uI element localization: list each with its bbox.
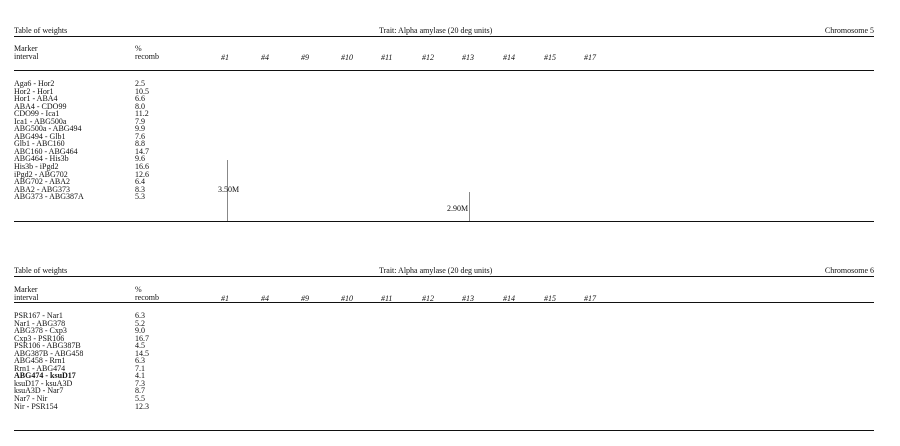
table-row: ABG387B - ABG458 14.5	[14, 348, 149, 358]
trait-col-13: #13	[462, 53, 474, 62]
table-header	[14, 266, 874, 276]
table-row: Nar7 - Nir 5.5	[14, 394, 145, 404]
marker-interval-header: Marker interval	[14, 285, 39, 302]
trait-col-13: #13	[462, 294, 474, 303]
table-row: ABG373 - ABG387A 5.3	[14, 192, 145, 202]
trait-col-17: #17	[584, 53, 596, 62]
table-row: Ica1 - ABG500a 7.9	[14, 116, 145, 126]
trait-col-1: #1	[221, 53, 229, 62]
marker-rows	[14, 80, 214, 201]
table-row: ABC160 - ABG464 14.7	[14, 146, 149, 156]
trait-col-12: #12	[422, 294, 434, 303]
table-row: ABG378 - Cxp3 9.0	[14, 326, 145, 336]
trait-title: Trait: Alpha amylase (20 deg units)	[379, 26, 493, 35]
trait-col-14: #14	[503, 53, 515, 62]
trait-col-1: #1	[221, 294, 229, 303]
table-bottom-rule	[14, 221, 874, 222]
table-row: Hor1 - ABA4 6.6	[14, 94, 145, 104]
table-row: ABG500a - ABG494 9.9	[14, 124, 145, 134]
chromosome-label: Chromosome 5	[824, 26, 874, 35]
table-row: iPgd2 - ABG702 12.6	[14, 169, 149, 179]
weights-table-chr6	[14, 265, 874, 440]
trait-col-15: #15	[544, 53, 556, 62]
marker-rows	[14, 312, 214, 410]
peak-marker-line	[469, 192, 470, 221]
table-title: Table of weights	[14, 26, 68, 35]
column-header-rule	[14, 302, 874, 303]
trait-col-4: #4	[261, 53, 269, 62]
table-row: His3b - iPgd2 16.6	[14, 162, 149, 172]
chromosome-label: Chromosome 6	[824, 266, 874, 275]
table-row: Rrn1 - ABG474 7.1	[14, 363, 145, 373]
table-row: Glb1 - ABC160 8.8	[14, 139, 145, 149]
recomb-header: % recomb	[135, 44, 159, 61]
trait-col-14: #14	[503, 294, 515, 303]
trait-col-17: #17	[584, 294, 596, 303]
table-row: CDO99 - Ica1 11.2	[14, 109, 149, 119]
table-row: ABG702 - ABA2 6.4	[14, 177, 145, 187]
table-row: ksuD17 - ksuA3D 7.3	[14, 378, 145, 388]
marker-interval-header: Marker interval	[14, 44, 39, 61]
peak-label: 3.50M	[218, 185, 240, 194]
trait-col-9: #9	[301, 294, 309, 303]
table-row: Aga6 - Hor2 2.5	[14, 79, 145, 88]
table-row: ABG458 - Rrn1 6.3	[14, 356, 145, 366]
header-rule	[14, 276, 874, 277]
trait-col-11: #11	[381, 294, 393, 303]
table-row: Cxp3 - PSR106 16.7	[14, 333, 149, 343]
table-row: ksuA3D - Nar7 8.7	[14, 386, 145, 396]
trait-col-9: #9	[301, 53, 309, 62]
table-row: Hor2 - Hor1 10.5	[14, 86, 149, 96]
table-row: Nir - PSR154 12.3	[14, 401, 149, 411]
trait-col-11: #11	[381, 53, 393, 62]
peak-label: 2.90M	[447, 204, 469, 213]
table-row: ABG494 - Glb1 7.6	[14, 131, 145, 141]
table-title: Table of weights	[14, 266, 68, 275]
table-row: ABA2 - ABG373 8.3	[14, 184, 145, 194]
weights-table-chr5	[14, 24, 874, 224]
table-header	[14, 26, 874, 36]
trait-col-10: #10	[341, 294, 353, 303]
table-row: Nar1 - ABG378 5.2	[14, 318, 145, 328]
recomb-header: % recomb	[135, 285, 159, 302]
trait-col-12: #12	[422, 53, 434, 62]
trait-col-15: #15	[544, 294, 556, 303]
table-row: ABG464 - His3b 9.6	[14, 154, 145, 164]
table-row: ABG474 - ksuD17 4.1	[14, 371, 145, 381]
trait-title: Trait: Alpha amylase (20 deg units)	[379, 266, 493, 275]
table-row: ABA4 - CDO99 8.0	[14, 101, 145, 111]
trait-col-4: #4	[261, 294, 269, 303]
table-row: PSR106 - ABG387B 4.5	[14, 341, 145, 351]
trait-col-10: #10	[341, 53, 353, 62]
column-header-rule	[14, 70, 874, 71]
table-bottom-rule	[14, 430, 874, 431]
header-rule	[14, 36, 874, 37]
table-row: PSR167 - Nar1 6.3	[14, 311, 145, 320]
